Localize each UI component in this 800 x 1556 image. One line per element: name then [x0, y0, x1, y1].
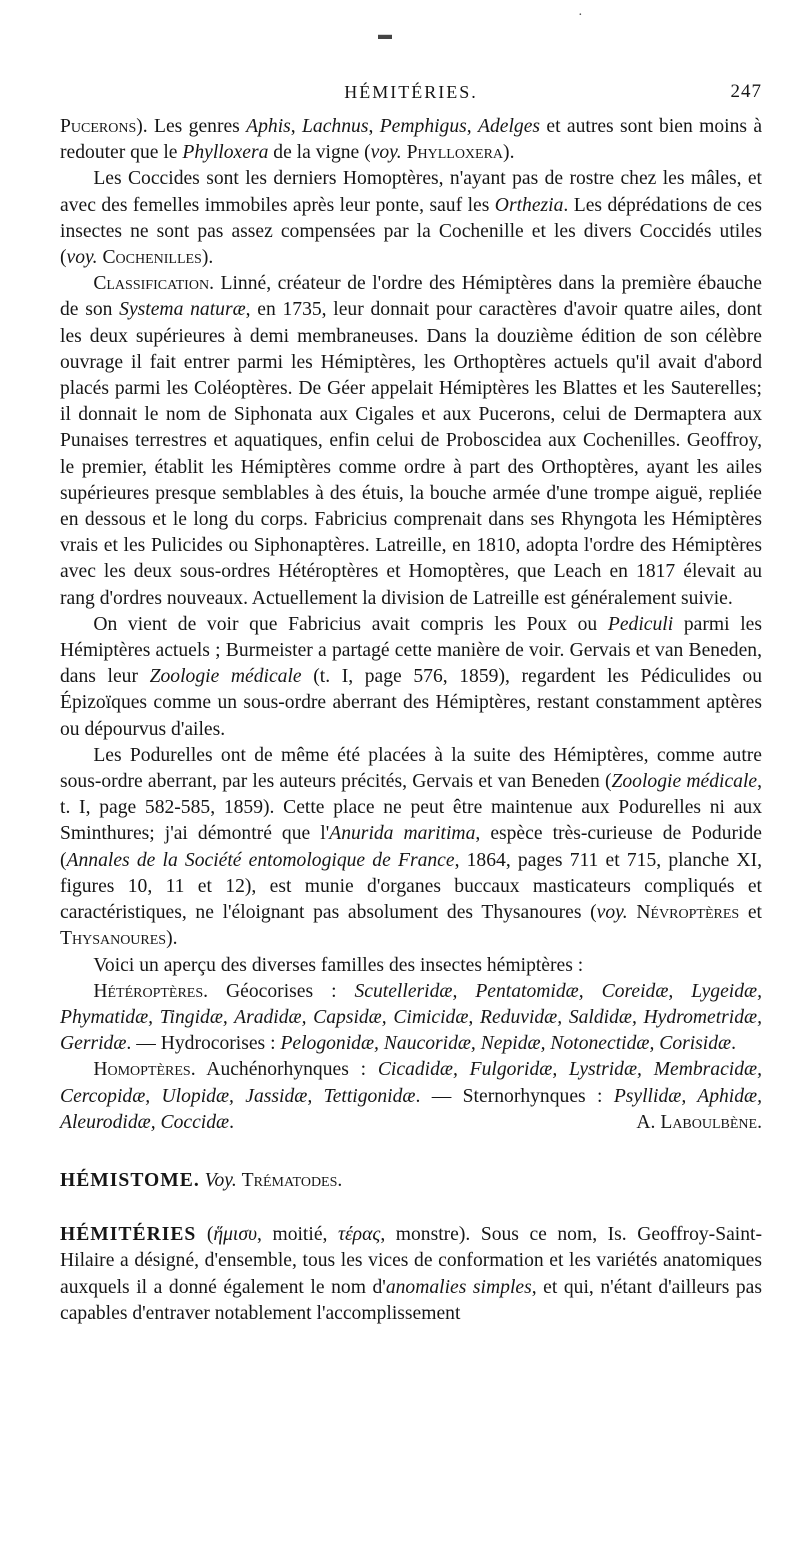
- text-run: ).: [166, 928, 178, 950]
- margin-mark: ▬: [378, 28, 392, 43]
- paragraph-4: [60, 612, 762, 743]
- family-list: Cicadidæ, Fulgoridæ, Lystridæ, Membracidæ, Cercopidæ, Ulopidæ, Jassidæ, Tettigonidæ: [60, 1059, 762, 1107]
- margin-dot: ·: [578, 8, 583, 23]
- text-run: , 1864, pages 711 et 715, planche XI, figures 10, 11 et 12), est munie d'organes buccaux masticateurs compliqués et caractéristiques, ne l'éloignant pas absolument des Thysanoures (: [60, 849, 762, 924]
- text-run: , et qui, n'étant d'ailleurs pas capables d'entraver notablement l'accomplissement: [60, 1276, 762, 1324]
- genus-name: Pediculi: [607, 613, 674, 635]
- text-run: et autres sont bien moins à redouter que le: [60, 116, 763, 164]
- suborder-label: Hétéroptères: [93, 980, 204, 1002]
- entry-hemistome: [60, 1168, 762, 1194]
- text-run: , t. I, page 582-585, 1859). Cette place ne peut être maintenue aux Podurelles ni aux Sminthures; j'ai démontré que l': [60, 771, 762, 845]
- cross-reference-target: Névroptères: [636, 902, 740, 924]
- genus-name: Aphis: [246, 116, 291, 137]
- book-title: Systema naturæ: [119, 299, 246, 321]
- genus-name: Adelges: [478, 116, 541, 137]
- text-run: Les Podurelles ont de même été placées à la suite des Hémiptères, comme autre sous-ordre aberrant, par les auteurs précités, Gervais et van Beneden (: [60, 744, 762, 793]
- entry-headword: HÉMITÉRIES: [60, 1224, 197, 1246]
- text-run: parmi les Hémiptères actuels ; Burmeister a partagé cette manière de voir. Gervais et van Beneden, dans leur: [60, 613, 762, 688]
- text-run: , espèce très-curieuse de Poduride (: [60, 823, 762, 871]
- text-run: ).: [503, 142, 515, 164]
- text-run: . Géocorises :: [203, 980, 355, 1002]
- section-label: Classification: [93, 273, 210, 295]
- book-title: Zoologie médicale: [149, 666, 302, 688]
- term: anomalies simples: [385, 1276, 532, 1298]
- entry-headword: HÉMISTOME.: [60, 1169, 200, 1191]
- text-run: .: [229, 1111, 234, 1133]
- family-list: Pelogonidæ, Naucoridæ, Nepidæ, Notonectidæ, Corisidæ: [280, 1033, 732, 1055]
- paragraph-1: [60, 114, 762, 166]
- genus-name: Lachnus: [302, 116, 369, 137]
- text-run: . Les déprédations de ces insectes ne sont pas assez compensées par la Cochenille et les divers Coccidés utiles (: [60, 194, 762, 269]
- text-run: . Auchénorhynques :: [190, 1059, 378, 1081]
- book-page: [60, 0, 762, 1327]
- author-signature: A. Laboulbène.: [636, 1111, 762, 1133]
- paragraph-5: [60, 743, 762, 953]
- text-run: .: [731, 1033, 737, 1055]
- species-name: Anurida maritima: [329, 823, 476, 845]
- text-run: Pucerons: [60, 116, 137, 137]
- paragraph-6: [60, 953, 762, 979]
- text-run: . Linné, créateur de l'ordre des Hémiptères dans la première ébauche de son: [60, 273, 762, 321]
- cross-reference-target: Trématodes: [241, 1169, 338, 1191]
- text-run: Voici un aperçu des diverses familles des insectes hémiptères :: [93, 954, 584, 976]
- text-run: (t. I, page 576, 1859), regardent les Pédiculides ou Épizoïques comme un sous-ordre aberrant des Hémiptères, restant constamment aptères ou dépourvus d'ailes.: [60, 666, 762, 740]
- text-run: , moitié,: [257, 1224, 338, 1246]
- text-run: de la vigne (: [268, 142, 371, 164]
- text-run: Les Coccides sont les derniers Homoptères, n'ayant pas de rostre chez les mâles, et avec des femelles immobiles après leur ponte, sauf les: [60, 168, 762, 216]
- text-run: (: [196, 1224, 214, 1246]
- family-list: Scutelleridæ, Pentatomidæ, Coreidæ, Lygeidæ, Phymatidæ, Tingidæ, Aradidæ, Capsidæ, Cimicidæ, Reduvidæ, Saldidæ, Hydrometridæ, Gerridæ: [60, 980, 762, 1055]
- journal-title: Annales de la Société entomologique de France: [66, 849, 455, 871]
- family-list: Psyllidæ, Aphidæ, Aleurodidæ, Coccidæ: [60, 1085, 762, 1133]
- text-run: et: [739, 902, 762, 924]
- cross-reference: voy.: [370, 142, 402, 164]
- text-run: , monstre). Sous ce nom, Is. Geoffroy-Saint-Hilaire a désigné, d'ensemble, tous les vices de conformation et les variétés anatomiques auxquels il a donné également le nom d': [60, 1224, 762, 1298]
- text-run: ,: [368, 116, 380, 137]
- greek-word: τέρας: [337, 1224, 381, 1246]
- paragraph-classification: [60, 271, 762, 612]
- running-title: HÉMITÉRIES.: [344, 82, 478, 102]
- text-run: ).: [201, 247, 214, 269]
- cross-reference-target: Cochenilles: [102, 247, 202, 269]
- page-number: 247: [730, 81, 762, 102]
- text-run: ,: [466, 116, 479, 137]
- text-run: On vient de voir que Fabricius avait compris les Poux ou: [93, 613, 608, 635]
- greek-word: ἥμισυ: [213, 1224, 258, 1246]
- suborder-label: Homoptères: [93, 1059, 191, 1081]
- cross-reference-target: Phylloxera: [406, 142, 504, 164]
- cross-reference-target: Thysanoures: [60, 928, 167, 950]
- text-run: . — Sternorhynques :: [415, 1085, 614, 1107]
- running-head: [60, 79, 762, 107]
- paragraph-heteropteres: [60, 979, 762, 1058]
- entry-hemiteries: [60, 1222, 762, 1327]
- genus-name: Phylloxera: [182, 142, 269, 164]
- cross-reference: voy.: [596, 902, 628, 924]
- genus-name: Orthezia: [494, 194, 564, 216]
- text-run: ). Les genres: [136, 116, 247, 137]
- text-run: , en 1735, leur donnait pour caractères d'avoir quatre ailes, dont les deux supérieures à demi membraneuses. Dans la douzième édition de son célèbre ouvrage il fait entrer parmi les Hémiptères, les Orthoptères actuels qu'il avait d'abord placés parmi les Coléoptères. De Géer appelait Hémiptères les Blattes et les Sauterelles; il donnait le nom de Siphonata aux Cigales et aux Pucerons, celui de Dermaptera aux Punaises terrestres et aquatiques, enfin celui de Proboscidea aux Cochenilles. Geoffroy, le premier, établit les Hémiptères comme ordre à part des Orthoptères, ayant les ailes supérieures presque semblables à des étuis, la bouche armée d'une trompe aiguë, repliée en dessous et le long du corps. Fabricius comprenait dans ses Rhyngota les Hémiptères vrais et les Pulicides ou Siphonaptères. Latreille, en 1810, adopta l'ordre des Hémiptères avec les deux sous-ordres Hétéroptères et Homoptères, que Leach en 1817 élevait au rang d'ordres nouveaux. Actuellement la division de Latreille est généralement suivie.: [60, 299, 763, 609]
- cross-reference: voy.: [66, 247, 98, 269]
- text-run: ,: [290, 116, 303, 137]
- paragraph-2: [60, 166, 762, 271]
- book-title: Zoologie médicale: [611, 771, 758, 793]
- genus-name: Pemphigus: [379, 116, 467, 137]
- text-run: . — Hydrocorises :: [126, 1033, 281, 1055]
- cross-reference: Voy.: [204, 1169, 237, 1191]
- text-run: .: [337, 1169, 343, 1191]
